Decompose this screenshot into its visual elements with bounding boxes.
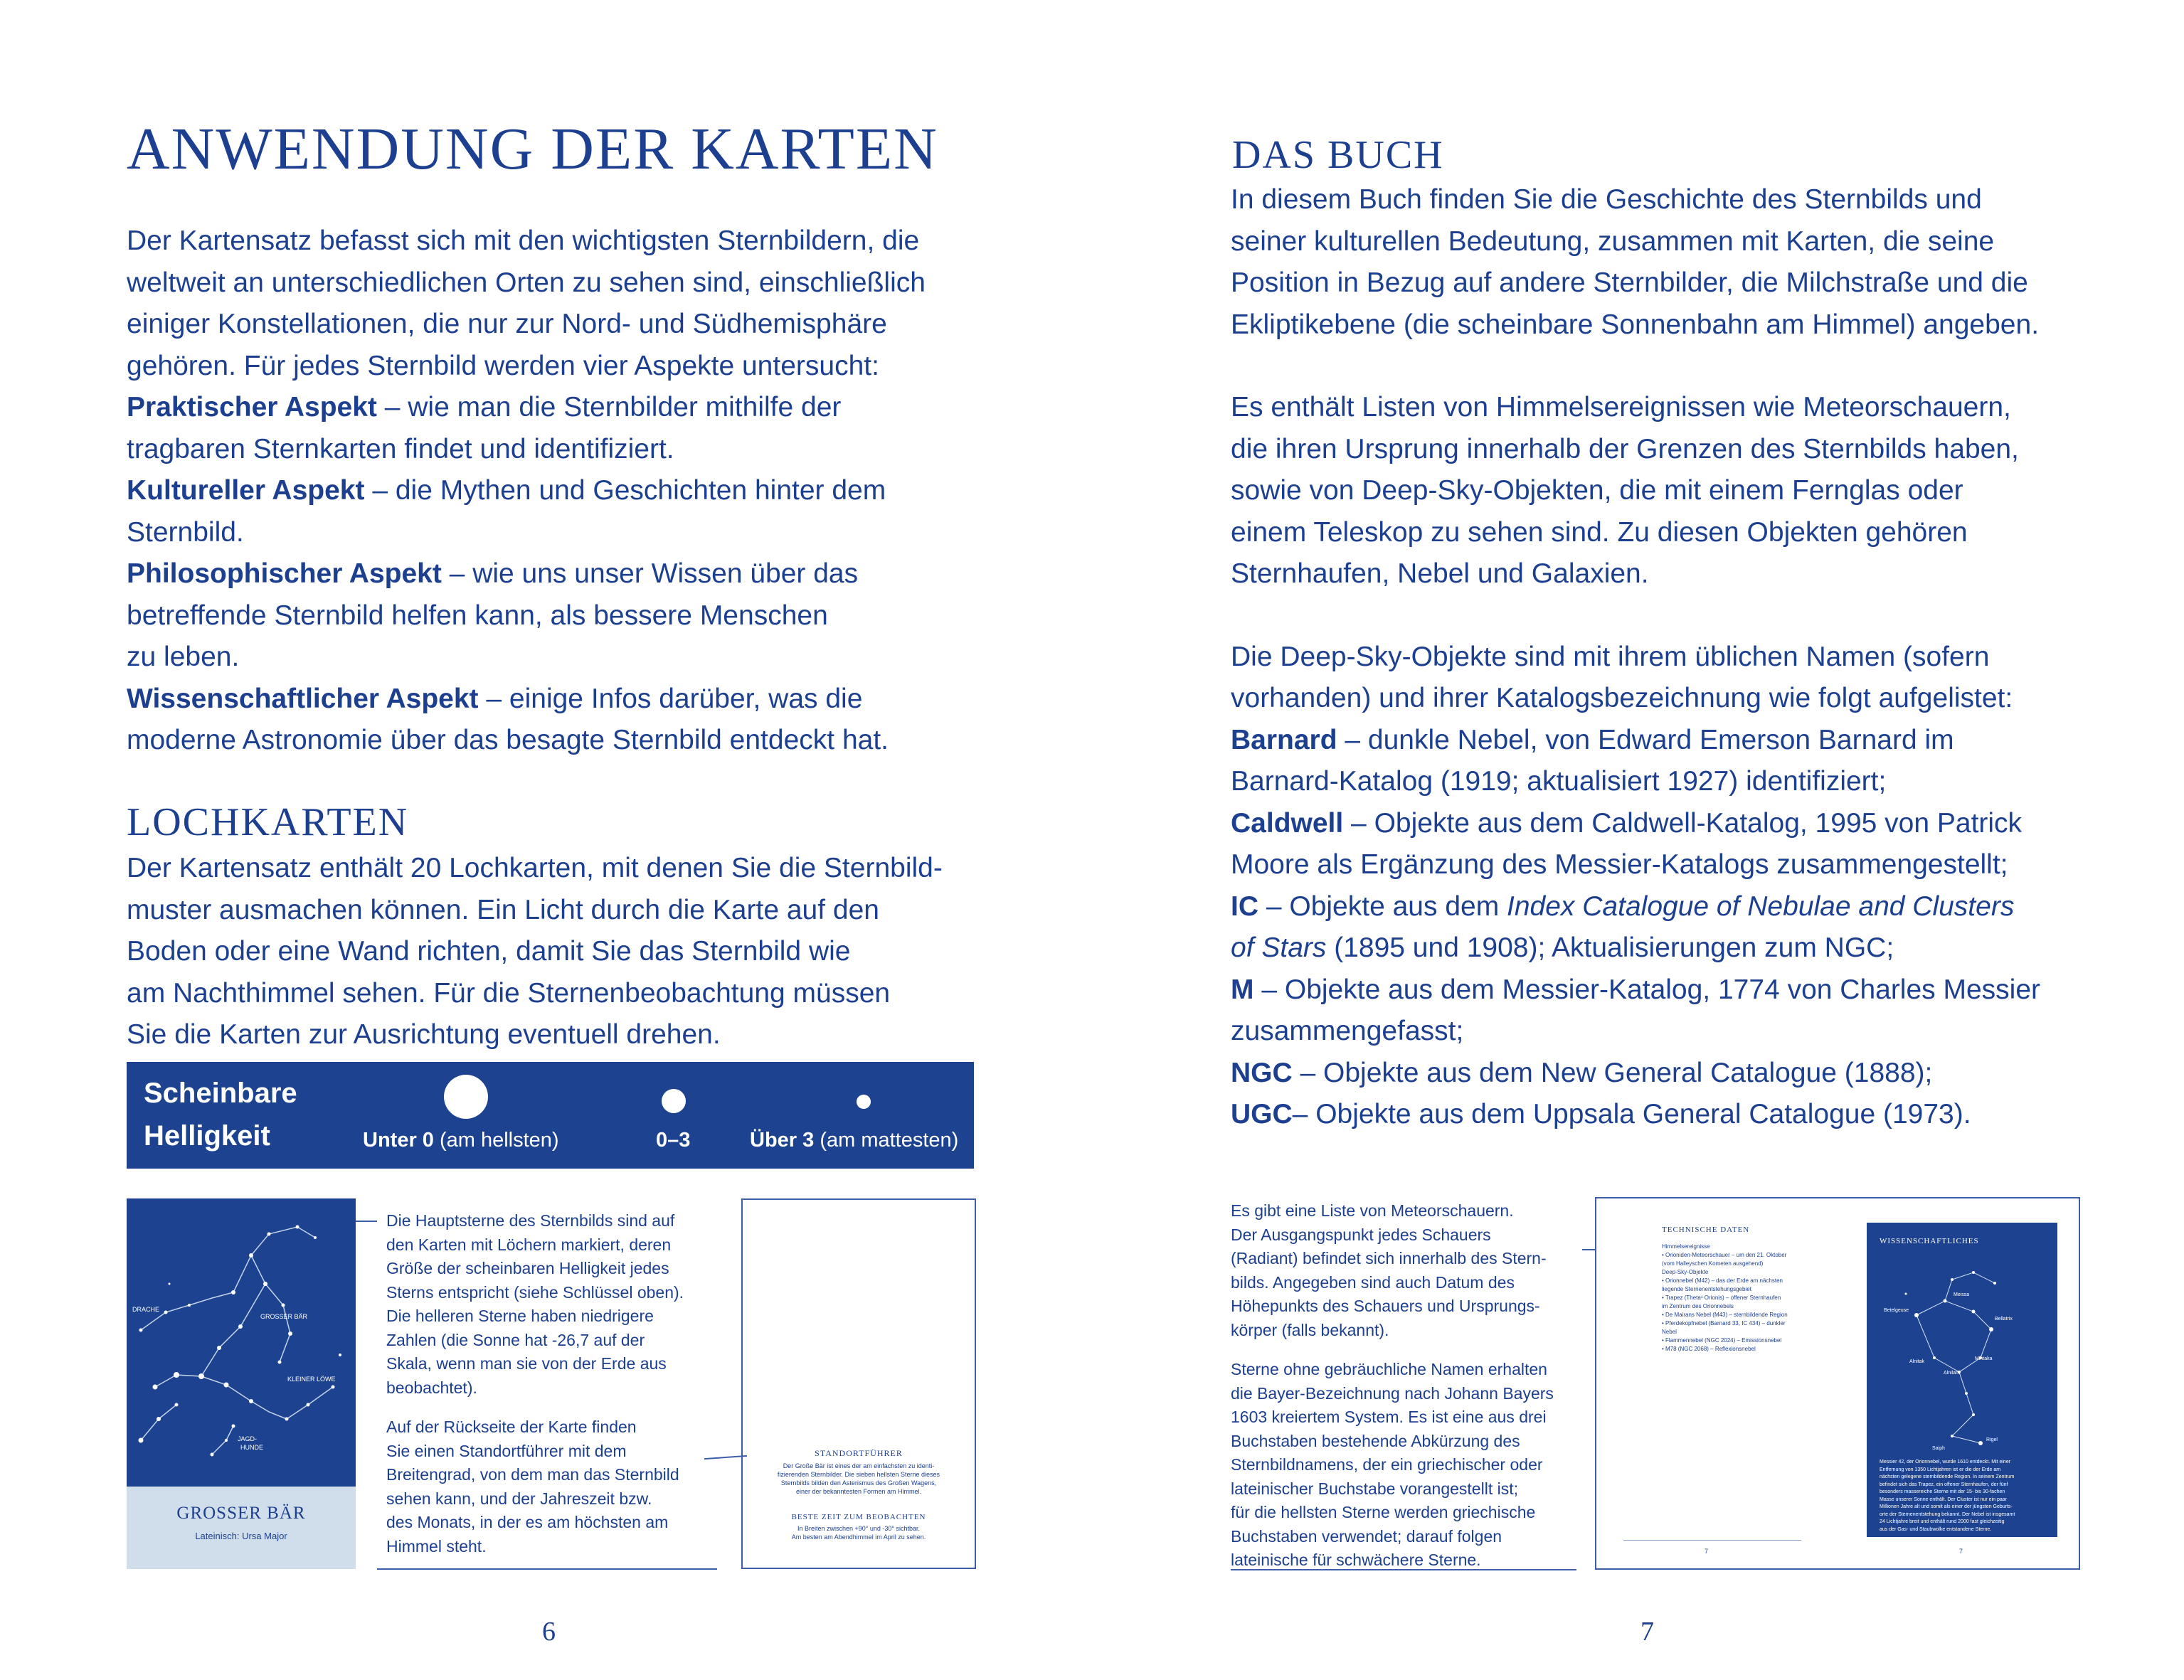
text-line: liegende Sternenentstehungsgebiet — [1662, 1286, 1751, 1292]
page-title: ANWENDUNG DER KARTEN — [127, 116, 938, 182]
constellation-line — [141, 1405, 176, 1440]
text-line: NGC – Objekte aus dem New General Catalogue (1888); — [1231, 1057, 1933, 1088]
spread-left-title: TECHNISCHE DATEN — [1662, 1226, 1750, 1234]
text-line: nächsten gelegene sternbildende Region. In seinem Zentrum — [1880, 1474, 2015, 1479]
text-line: • De Mairans Nebel (M43) – sternbildende Region — [1662, 1312, 1788, 1318]
star-label: Betelgeuse — [1884, 1308, 1909, 1313]
text-line: Sternbilds bilden den Asterismus des Großen Wagens, — [780, 1479, 937, 1487]
spread-right-title: WISSENSCHAFTLICHES — [1880, 1237, 1979, 1245]
intro-text — [127, 220, 1016, 762]
text-line: • Flammennebel (NGC 2024) – Emissionsnebel — [1662, 1337, 1782, 1344]
text-line: Philosophischer Aspekt – wie uns unser Wissen über das — [127, 558, 859, 589]
star-label: Bellatrix — [1995, 1317, 2013, 1322]
text-line: Position in Bezug auf andere Sternbilder, die Milchstraße und die — [1231, 267, 2028, 298]
text-line: Nebel — [1662, 1329, 1677, 1335]
text-line: • Pferdekopfnebel (Barnard 33, IC 434) – dunkler — [1662, 1320, 1786, 1327]
text-line: orte der Sternenentstehung bekannt. Der Nebel ist insgesamt — [1880, 1511, 2015, 1517]
text-line: einem Teleskop zu sehen sind. Zu diesen Objekten gehören — [1231, 516, 1968, 548]
text-line: Deep-Sky-Objekte — [1662, 1269, 1709, 1275]
section-title-lochkarten: LOCHKARTEN — [127, 800, 409, 844]
text-line: Himmelsereignisse — [1662, 1243, 1710, 1250]
text-line: zusammengefasst; — [1231, 1016, 1464, 1046]
lochkarten-text — [127, 848, 1016, 1056]
text-line: lateinische für schwächere Sterne. — [1231, 1551, 1481, 1569]
text-line: muster ausmachen können. Ein Licht durch die Karte auf den — [127, 894, 879, 925]
star-label: Alnitak — [1909, 1359, 1925, 1364]
text-line: Die helleren Sterne haben niedrigere — [386, 1307, 654, 1325]
text-line: für die hellsten Sterne werden griechische — [1231, 1503, 1536, 1521]
text-line: Messier 42, der Orionnebel, wurde 1610 entdeckt. Mit einer — [1880, 1460, 2011, 1464]
text-line: Sterns entspricht (siehe Schlüssel oben). — [386, 1282, 684, 1302]
caption-rule — [1231, 1569, 1576, 1570]
text-line: einer der bekanntesten Formen am Himmel. — [795, 1488, 922, 1495]
text-line: Skala, wenn man sie von der Erde aus — [386, 1354, 667, 1373]
map-label: JAGD- — [238, 1435, 257, 1442]
text-line: Millionen Jahre alt und somit als einer der jüngsten Geburts- — [1880, 1504, 2013, 1509]
constellation-card-nameplate — [127, 1487, 356, 1569]
text-line: • Orioniden-Meteorschauer – um den 21. Oktober — [1662, 1252, 1787, 1258]
constellation-card-back — [741, 1198, 976, 1569]
text-line: gehören. Für jedes Sternbild werden vier Aspekte untersucht: — [127, 350, 879, 381]
constellation-line — [287, 1387, 333, 1419]
back-card-text — [743, 1462, 975, 1496]
text-line: Auf der Rückseite der Karte finden — [386, 1418, 637, 1436]
text-line: den Karten mit Löchern markiert, deren — [386, 1235, 672, 1254]
text-line: weltweit an unterschiedlichen Orten zu sehen sind, einschließlich — [127, 267, 926, 298]
map-label: GROSSER BÄR — [260, 1313, 308, 1320]
map-label: KLEINER LÖWE — [287, 1376, 336, 1383]
map-label: HUNDE — [240, 1444, 264, 1451]
text-line: lateinischer Buchstabe vorangestellt ist; — [1231, 1479, 1518, 1498]
constellation-line — [155, 1375, 287, 1419]
text-line: of Stars (1895 und 1908); Aktualisierungen zum NGC; — [1231, 932, 1894, 963]
spread-right-text — [1880, 1459, 2047, 1533]
constellation-line — [201, 1284, 265, 1376]
text-line: Barnard-Katalog (1919; aktualisiert 1927) identifiziert; — [1231, 766, 1887, 797]
text-line: vorhanden) und ihrer Katalogsbezeichnung wie folgt aufgelistet: — [1231, 683, 2013, 713]
text-line: • Trapez (Theta¹ Orionis) – offener Sternhaufen — [1662, 1294, 1781, 1301]
text-line: Der Kartensatz befasst sich mit den wichtigsten Sternbildern, die — [127, 225, 920, 256]
text-line: Buchstaben verwendet; darauf folgen — [1231, 1526, 1502, 1546]
page-number-left: 6 — [542, 1617, 556, 1647]
text-line: sehen kann, und der Jahreszeit bzw. — [386, 1489, 652, 1508]
text-line: fizierenden Sternbilder. Die sieben hellsten Sterne dieses — [777, 1471, 940, 1478]
text-line: UGC– Objekte aus dem Uppsala General Catalogue (1973). — [1231, 1099, 1971, 1129]
text-line: Boden oder eine Wand richten, damit Sie das Sternbild wie — [127, 936, 851, 967]
text-line: bilds. Angegeben sind auch Datum des — [1231, 1272, 1515, 1292]
faint-dot — [857, 1095, 871, 1109]
brightness-label-faint: Über 3 (am mattesten) — [750, 1129, 959, 1152]
spread-right-panel — [1867, 1223, 2057, 1537]
spread-left-page: 7 — [1705, 1548, 1709, 1555]
star-label: Rigel — [1986, 1437, 1998, 1442]
back-card-subtext — [743, 1524, 975, 1541]
constellation-line — [251, 1255, 290, 1362]
text-line: des Monats, in der es am höchsten am — [386, 1513, 669, 1531]
card-latin-name: Lateinisch: Ursa Major — [195, 1531, 287, 1541]
text-line: Sie die Karten zur Ausrichtung eventuell drehen. — [127, 1019, 721, 1050]
text-line: Sternhaufen, Nebel und Galaxien. — [1231, 558, 1649, 589]
text-line: Kultureller Aspekt – die Mythen und Geschichten hinter dem — [127, 475, 886, 506]
text-line: Zahlen (die Sonne hat -26,7 auf der — [386, 1330, 645, 1349]
brightness-label-medium: 0–3 — [656, 1129, 691, 1152]
text-line: befindet sich das Trapez, ein offener Sternhaufen, der fünf — [1880, 1482, 2008, 1487]
text-line: IC – Objekte aus dem Index Catalogue of Nebulae and Clusters — [1231, 890, 2015, 922]
text-line: am Nachthimmel sehen. Für die Sternenbeobachtung müssen — [127, 977, 891, 1009]
star-label: Mintaka — [1975, 1356, 1993, 1361]
text-line: Barnard – dunkle Nebel, von Edward Emerson Barnard im — [1231, 724, 1954, 755]
text-line: Der Ausgangspunkt jedes Schauers — [1231, 1225, 1491, 1244]
text-line: Himmel steht. — [386, 1536, 487, 1556]
text-line: aus der Gas- und Staubwolke entstandene Sterne. — [1880, 1526, 1992, 1532]
brightness-key-title: Scheinbare Helligkeit — [144, 1078, 297, 1152]
text-line: moderne Astronomie über das besagte Sternbild entdeckt hat. — [127, 725, 889, 755]
text-line: tragbaren Sternkarten findet und identifiziert. — [127, 433, 674, 464]
text-line: Es enthält Listen von Himmelsereignissen wie Meteorschauern, — [1231, 392, 2011, 422]
leader-line — [356, 1221, 377, 1222]
constellation-card-front — [127, 1198, 356, 1487]
brightness-key — [127, 1062, 974, 1169]
text-line: Masse unserer Sonne enthält. Der Cluster ist nur ein paar — [1880, 1496, 2007, 1502]
spread-rule — [1623, 1540, 1801, 1541]
text-line: Der Kartensatz enthält 20 Lochkarten, mit denen Sie die Sternbild- — [127, 853, 943, 883]
text-line: betreffende Sternbild helfen kann, als bessere Menschen — [127, 600, 828, 631]
caption-rule — [377, 1568, 717, 1570]
text-line: beobachtet). — [386, 1378, 477, 1397]
text-line: • M78 (NGC 2068) – Reflexionsnebel — [1662, 1346, 1756, 1352]
book-spread-preview — [1595, 1197, 2080, 1570]
text-line: seiner kulturellen Bedeutung, zusammen mit Karten, die seine — [1231, 225, 1995, 257]
spread-left-text — [1662, 1243, 1833, 1354]
text-line: im Zentrum des Orionnebels — [1662, 1303, 1734, 1309]
text-line: sowie von Deep-Sky-Objekten, die mit einem Fernglas oder — [1231, 475, 1963, 506]
text-line: Breitengrad, von dem man das Sternbild — [386, 1465, 679, 1484]
book-caption — [1231, 1199, 1586, 1588]
brightest-dot — [444, 1075, 488, 1119]
text-line: 1603 kreiertem System. Es ist eine aus drei — [1231, 1408, 1547, 1426]
text-line: Die Deep-Sky-Objekte sind mit ihrem üblichen Namen (sofern — [1231, 641, 1990, 672]
brightness-label-brightest: Unter 0 (am hellsten) — [363, 1129, 559, 1152]
back-card-title: STANDORTFÜHRER — [815, 1448, 903, 1458]
text-line: Moore als Ergänzung des Messier-Katalogs zusammengestellt; — [1231, 849, 2008, 880]
page-number-right: 7 — [1640, 1617, 1654, 1647]
map-label: DRACHE — [132, 1306, 160, 1313]
text-line: Der Große Bär ist eines der am einfachsten zu identi- — [783, 1462, 935, 1469]
text-line: (Radiant) befindet sich innerhalb des Stern- — [1231, 1249, 1547, 1267]
spread-right-page: 7 — [1959, 1548, 1963, 1555]
back-card-subtitle: BESTE ZEIT ZUM BEOBACHTEN — [791, 1513, 926, 1521]
text-line: Caldwell – Objekte aus dem Caldwell-Katalog, 1995 von Patrick — [1231, 807, 2023, 839]
text-line: Sternbild. — [127, 516, 244, 548]
constellation-line — [233, 1227, 315, 1292]
text-line: In diesem Buch finden Sie die Geschichte des Sternbilds und — [1231, 184, 1982, 215]
text-line: einiger Konstellationen, die nur zur Nord- und Südhemisphäre — [127, 309, 887, 339]
text-line: Größe der scheinbaren Helligkeit jedes — [386, 1259, 669, 1277]
constellation-line — [212, 1426, 233, 1455]
medium-dot — [662, 1089, 686, 1113]
text-line: Die Hauptsterne des Sternbilds sind auf — [386, 1211, 675, 1230]
text-line: Ekliptikebene (die scheinbare Sonnenbahn am Himmel) angeben. — [1231, 309, 2040, 340]
text-line: Höhepunkts des Schauers und Ursprungs- — [1231, 1297, 1540, 1315]
text-line: Sterne ohne gebräuchliche Namen erhalten — [1231, 1360, 1547, 1378]
text-line: die Bayer-Bezeichnung nach Johann Bayers — [1231, 1383, 1554, 1403]
text-line: Am besten am Abendhimmel im April zu sehen. — [791, 1533, 926, 1541]
text-line: körper (falls bekannt). — [1231, 1320, 1389, 1339]
spread-constellation-map — [1867, 1251, 2057, 1464]
card-name: GROSSER BÄR — [176, 1504, 306, 1523]
text-line: zu leben. — [127, 642, 240, 672]
text-line: • Orionnebel (M42) – das der Erde am nächsten — [1662, 1277, 1783, 1284]
text-line: die ihren Ursprung innerhalb der Grenzen des Sternbilds haben, — [1231, 433, 2019, 464]
text-line: besonders massereiche Sterne mit der 15- bis 30-fachen — [1880, 1489, 2005, 1494]
text-line: In Breiten zwischen +90° und -30° sichtbar. — [797, 1525, 921, 1532]
section-title-das-buch: DAS BUCH — [1232, 133, 1444, 177]
text-line: Sternbildnamens, der ein griechischer oder — [1231, 1455, 1543, 1474]
text-line: Wissenschaftlicher Aspekt – einige Infos darüber, was die — [127, 683, 863, 714]
star-label: Meissa — [1954, 1292, 1970, 1297]
text-line: M – Objekte aus dem Messier-Katalog, 1774 von Charles Messier — [1231, 974, 2041, 1005]
star-label: Saiph — [1932, 1446, 1945, 1451]
text-line: Es gibt eine Liste von Meteorschauern. — [1231, 1201, 1514, 1220]
text-line: Sie einen Standortführer mit dem — [386, 1441, 627, 1460]
text-line: (vom Halleyschen Kometen ausgehend) — [1662, 1260, 1764, 1267]
text-line: Buchstaben bestehende Abkürzung des — [1231, 1431, 1520, 1450]
card-caption — [386, 1209, 721, 1574]
das-buch-text — [1231, 179, 2127, 1136]
text-line: Praktischer Aspekt – wie man die Sternbilder mithilfe der — [127, 392, 842, 422]
text-line: Entfernung von 1350 Lichtjahren ist er die der Erde am — [1880, 1467, 2001, 1472]
text-line: 24 Lichtjahre breit und enthält rund 2000 fast gleichzeitig — [1880, 1519, 2005, 1524]
star-label: Alnilam — [1944, 1371, 1960, 1376]
